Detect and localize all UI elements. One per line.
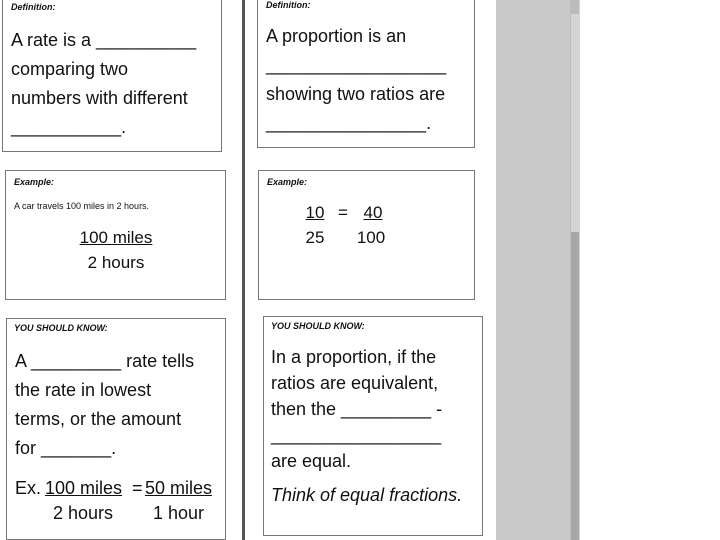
card-line: are equal. — [271, 451, 352, 471]
card-line: terms, or the amount — [15, 409, 182, 429]
card-line: ratios are equivalent, — [271, 373, 439, 393]
card-line: comparing two — [11, 59, 129, 79]
card-line: __________________ — [266, 55, 447, 75]
scrollbar-thumb[interactable] — [571, 232, 579, 540]
card-line: ________________. — [266, 113, 432, 133]
card-line: showing two ratios are — [266, 84, 446, 104]
scroll-up-button[interactable] — [571, 0, 579, 14]
card-line: numbers with different — [11, 88, 188, 108]
card-label: Definition: — [266, 0, 311, 10]
card-line: the rate in lowest — [15, 380, 152, 400]
card-line: In a proportion, if the — [271, 347, 437, 367]
proportion-definition-card — [257, 0, 475, 148]
fraction-numerator: 50 miles — [145, 478, 213, 498]
card-label: Example: — [267, 177, 308, 187]
example-prefix: Ex. — [15, 478, 42, 498]
fraction-denominator: 25 — [305, 228, 325, 247]
rate-definition-card — [2, 0, 222, 152]
fraction-numerator: 100 miles — [45, 478, 123, 498]
fraction-numerator: 40 — [363, 203, 383, 222]
hint-text: Think of equal fractions. — [271, 485, 463, 505]
card-label: YOU SHOULD KNOW: — [14, 323, 108, 333]
viewer-background — [496, 0, 580, 540]
proportion-example-card — [258, 170, 475, 300]
card-line: _________________ — [271, 425, 442, 445]
equals-sign: = — [132, 478, 143, 498]
equals-sign: = — [338, 203, 348, 222]
fraction-denominator: 2 hours — [87, 253, 145, 272]
rate-example-card — [5, 170, 226, 300]
fraction-numerator: 100 miles — [79, 228, 153, 247]
page-divider — [242, 0, 245, 540]
card-line: A rate is a __________ — [11, 30, 197, 50]
fraction-denominator: 1 hour — [153, 503, 205, 523]
card-label: Example: — [14, 177, 55, 187]
unit-rate-card — [6, 318, 226, 540]
card-line: A proportion is an — [266, 26, 407, 46]
card-label: YOU SHOULD KNOW: — [271, 321, 365, 331]
card-line: then the _________ - — [271, 399, 443, 419]
card-label: Definition: — [11, 2, 56, 12]
card-line: for _______. — [15, 438, 117, 458]
fraction-denominator: 100 — [356, 228, 386, 247]
card-line: ___________. — [11, 117, 127, 137]
proportion-know-card — [263, 316, 483, 536]
card-line: A _________ rate tells — [15, 351, 195, 371]
fraction-denominator: 2 hours — [53, 503, 114, 523]
fraction-numerator: 10 — [305, 203, 325, 222]
example-text: A car travels 100 miles in 2 hours. — [14, 201, 150, 211]
